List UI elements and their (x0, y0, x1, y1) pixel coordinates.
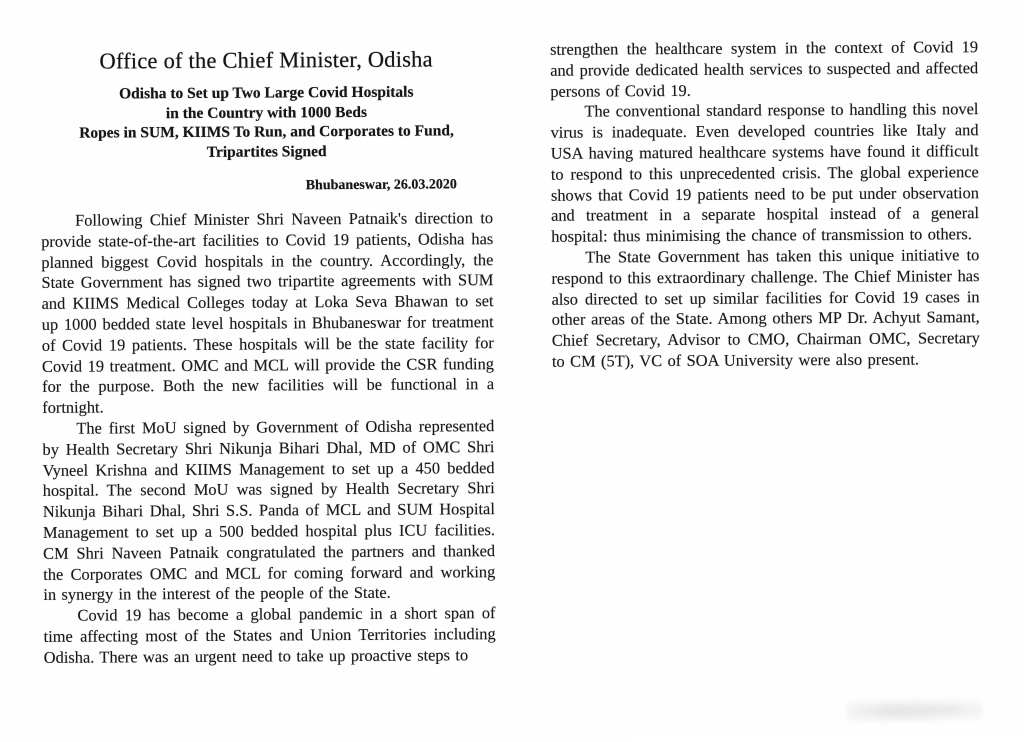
left-column (40, 40, 496, 668)
headline-line-3: Ropes in SUM, KIIMS To Run, and Corporates to Fund, (79, 122, 454, 142)
paragraph-left-1: Following Chief Minister Shri Naveen Patnaik's direction to provide state-of-the-art facilities to Covid 19 patients, Odisha has planned biggest Covid hospitals in the country. Accordingly, the State Government has signed two tripartite agreements with SUM and KIIMS Medical Colleges today at Loka Seva Bhawan to set up 1000 bedded state level hospitals in Bhubaneswar for treatment of Covid 19 patients. These hospitals will be the state facility for Covid 19 treatment. OMC and MCL will provide the CSR funding for the purpose. Both the new facilities will be functional in a fortnight. (41, 208, 495, 418)
headline-line-2: in the Country with 1000 Beds (165, 103, 368, 122)
paragraph-left-2: The first MoU signed by Government of Odisha represented by Health Secretary Shri Nikunja Bihari Dhal, MD of OMC Shri Vyneel Krishna and KIIMS Management to set up a 450 bedded hospital. The second MoU was signed by Health Secretary Shri Nikunja Bihari Dhal, Shri S.S. Panda of MCL and SUM Hospital Management to set up a 500 bedded hospital plus ICU facilities. CM Shri Naveen Patnaik congratulated the partners and thanked the Corporates OMC and MCL for coming forward and working in synergy in the interest of the people of the State. (42, 416, 496, 605)
right-column (550, 37, 980, 372)
headline-block (40, 82, 492, 163)
headline-line-1: Odisha to Set up Two Large Covid Hospitals (119, 83, 414, 103)
dateline: Bhubaneswar, 26.03.2020 (305, 177, 457, 194)
document-title: Office of the Chief Minister, Odisha (99, 46, 433, 74)
headline-line-4: Tripartites Signed (206, 142, 327, 161)
paragraph-right-2: The conventional standard response to handling this novel virus is inadequate. Even developed countries like Italy and USA having matured healthcare systems have found it difficult to respond to this unprecedented crisis. The global experience shows that Covid 19 patients need to be put under observation and treatment in a separate hospital instead of a general hospital: thus minimising the chance of transmission to others. (550, 99, 980, 246)
scan-smudge-artifact (847, 694, 982, 723)
paragraph-right-1: strengthen the healthcare system in the context of Covid 19 and provide dedicated health services to suspected and affected persons of Covid 19. (549, 37, 979, 101)
paragraph-left-3: Covid 19 has become a global pandemic in a short span of time affecting most of the States and Union Territories including Odisha. There was an urgent need to take up proactive steps to (43, 603, 496, 667)
paragraph-right-3: The State Government has taken this unique initiative to respond to this extraordinary challenge. The Chief Minister has also directed to set up similar facilities for Covid 19 cases in other areas of the State. Among others MP Dr. Achyut Samant, Chief Secretary, Advisor to CMO, Chairman OMC, Secretary to CM (5T), VC of SOA University were also present. (551, 245, 980, 371)
